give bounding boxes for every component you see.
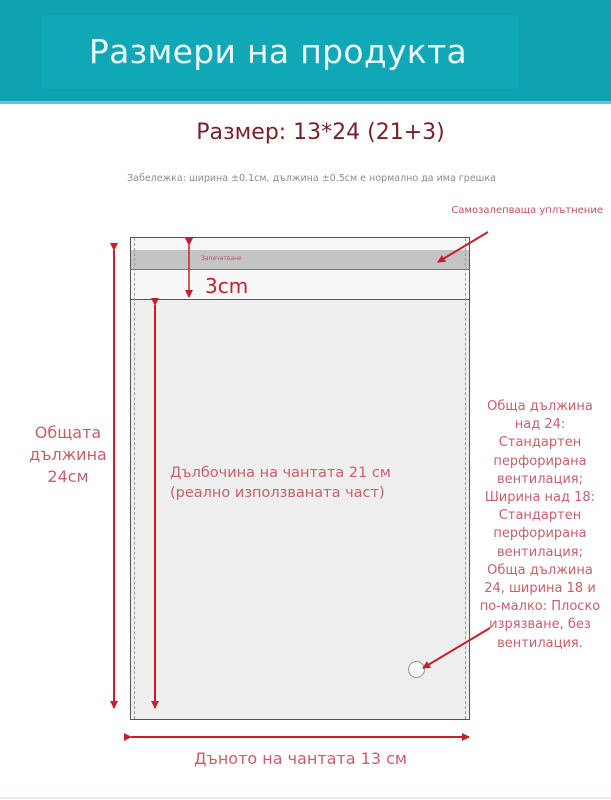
- hole-pointer-arrow-icon: [423, 628, 490, 668]
- footer-divider: [0, 797, 611, 799]
- seal-pointer-arrow-icon: [438, 232, 488, 262]
- page-title: Размери на продукта: [88, 32, 468, 71]
- size-title: Размер: 13*24 (21+3): [196, 120, 445, 145]
- tolerance-note: Забележка: ширина ±0.1см, дължина ±0.5см е нормално да има грешка: [127, 173, 496, 184]
- seal-label: Самозалепваща уплътнение: [451, 205, 603, 216]
- depth-label-line2: (реално използваната част): [170, 485, 385, 501]
- flap-size-label: 3cm: [205, 274, 249, 298]
- depth-label-line1: Дълбочина на чантата 21 см: [170, 465, 391, 481]
- total-length-label: Общата дължина 24см: [29, 423, 107, 486]
- ventilation-note: Обща дължина над 24: Стандартен перфорирана вентилация; Ширина над 18: Стандартен перфорирана вентилация; Обща дължина 24, ширина 18 и по-малко: Плоско изрязване, без вентилация.: [479, 399, 601, 651]
- seal-strip-label: Запечатване: [201, 255, 242, 262]
- bottom-width-label: Дъното на чантата 13 см: [194, 749, 407, 768]
